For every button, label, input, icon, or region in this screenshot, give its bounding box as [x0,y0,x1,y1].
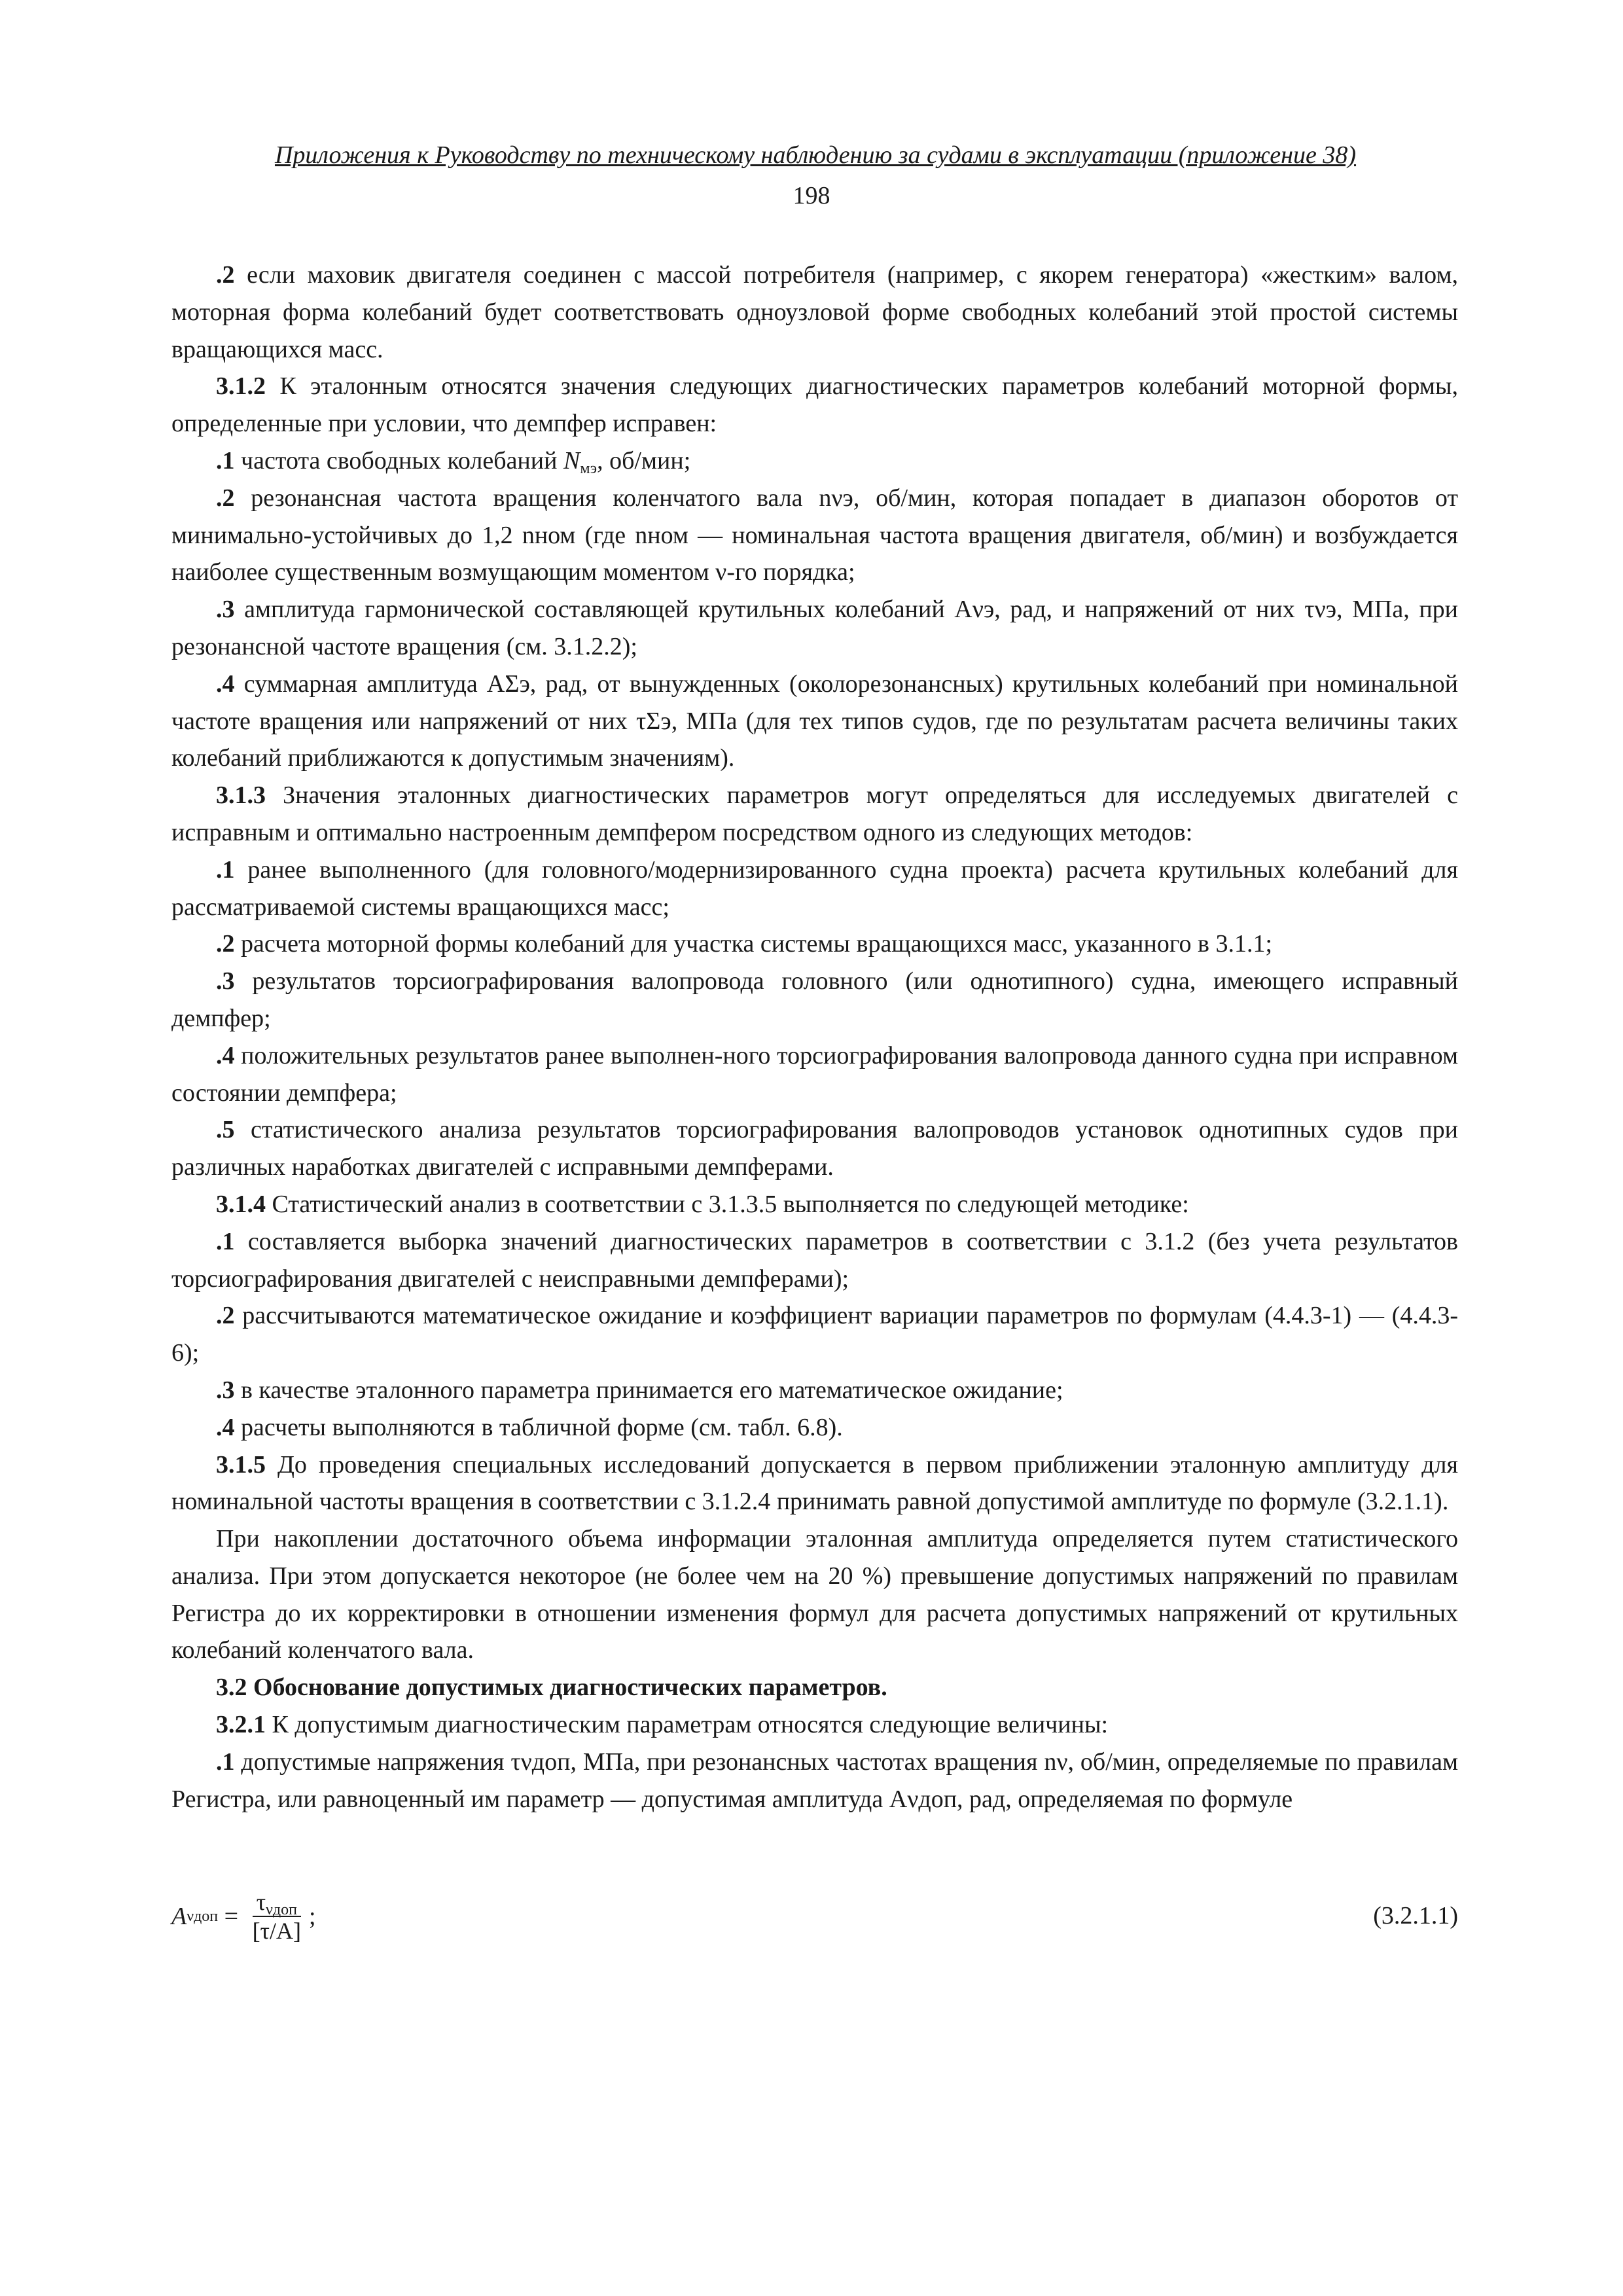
paragraph: 3.2.1 К допустимым диагностическим параметрам относятся следующие величины: [216,1711,1109,1739]
paragraph: .3 результатов торсиографирования валопровода головного (или однотипного) судна, имеющего исправный демпфер; [171,967,1458,1032]
paragraph: .3 в качестве эталонного параметра принимается его математическое ожидание; [216,1376,1063,1404]
section-heading: 3.2 Обоснование допустимых диагностических параметров. [216,1674,887,1702]
paragraph: 3.1.5 До проведения специальных исследований допускается в первом приближении эталонную амплитуду для номинальной частоты вращения в соответствии с 3.1.2.4 принимать равной допустимой амплитуде по формуле (3.2.1.1). [171,1450,1458,1516]
paragraph: 3.1.2 К эталонным относятся значения следующих диагностических параметров колебаний моторной формы, определенные при условии, что демпфер исправен: [171,372,1458,438]
paragraph: .1 ранее выполненного (для головного/модернизированного судна проекта) расчета крутильных колебаний для рассматриваемой системы вращающихся масс; [171,855,1458,921]
formula-row [171,1885,1458,1948]
paragraph: .1 допустимые напряжения τνдоп, МПа, при резонансных частотах вращения nν, об/мин, определяемые по правилам Регистра, или равноценный им параметр — допустимая амплитуда Aνдоп, рад, определяемая по формуле [171,1748,1458,1813]
paragraph: .4 положительных результатов ранее выполнен-ного торсиографирования валопровода данного судна при исправном состоянии демпфера; [171,1041,1458,1107]
paragraph: .1 частота свободных колебаний $N_{мэ}$, об/мин; [216,446,691,477]
paragraph: .5 статистического анализа результатов торсиографирования валопроводов установок однотипных судов при различных наработках двигателей с исправными демпферами. [171,1116,1458,1181]
paragraph: .2 если маховик двигателя соединен с массой потребителя (например, с якорем генератора) «жестким» валом, моторная форма колебаний будет соответствовать одноузловой форме свободных колебаний этой простой системы вращающихся масс. [171,261,1458,363]
paragraph: .2 рассчитываются математическое ожидание и коэффициент вариации параметров по формулам (4.4.3-1) — (4.4.3-6); [171,1302,1458,1367]
paragraph: .3 амплитуда гармонической составляющей крутильных колебаний Aνэ, рад, и напряжений от них τνэ, МПа, при резонансной частоте вращения (см. 3.1.2.2); [171,596,1458,660]
paragraph: .1 составляется выборка значений диагностических параметров в соответствии с 3.1.2 (без учета результатов торсиографирования двигателей с неисправными демпферами); [171,1227,1458,1293]
paragraph: .4 суммарная амплитуда AΣэ, рад, от вынужденных (околорезонансных) крутильных колебаний при номинальной частоте вращения или напряжений от них τΣэ, МПа (для тех типов судов, где по результатам расчета величины таких колебаний приближаются к допустимым значениям). [171,670,1458,772]
paragraph: При накоплении достаточного объема информации эталонная амплитуда определяется путем статистического анализа. При этом допускается некоторое (не более чем на 20 %) превышение допустимых напряжений по правилам Регистра до их корректировки в отношении изменения формул для расчета допустимых напряжений от крутильных колебаний коленчатого вала. [171,1525,1458,1664]
body-text [171,257,1458,1818]
paragraph: .4 расчеты выполняются в табличной форме (см. табл. 6.8). [216,1413,843,1441]
paragraph: 3.1.4 Статистический анализ в соответствии с 3.1.3.5 выполняется по следующей методике: [216,1190,1189,1218]
running-header: Приложения к Руководству по техническому наблюдению за судами в эксплуатации (приложение 38) [274,141,1357,169]
paragraph: 3.1.3 Значения эталонных диагностических параметров могут определяться для исследуемых двигателей с исправным и оптимально настроенным демпфером посредством одного из следующих методов: [171,781,1458,846]
formula: A νдоп = $\frac{\tau_{\nu доп}}{[\tau/A]}$ ; [171,1889,316,1944]
paragraph: .2 резонансная частота вращения коленчатого вала nνэ, об/мин, которая попадает в диапазон оборотов от минимально-устойчивых до 1,2 nном (где nном — номинальная частота вращения двигателя, об/мин) и возбуждается наиболее существенным возмущающим моментом ν-го порядка; [171,484,1458,586]
paragraph: .2 расчета моторной формы колебаний для участка системы вращающихся масс, указанного в 3.1.1; [216,930,1272,958]
equation-number: (3.2.1.1) [1373,1902,1458,1929]
fraction: $\frac{\tau_{\nu доп}}{[\tau/A]}$ [252,1889,302,1944]
page-number: 198 [793,182,830,209]
